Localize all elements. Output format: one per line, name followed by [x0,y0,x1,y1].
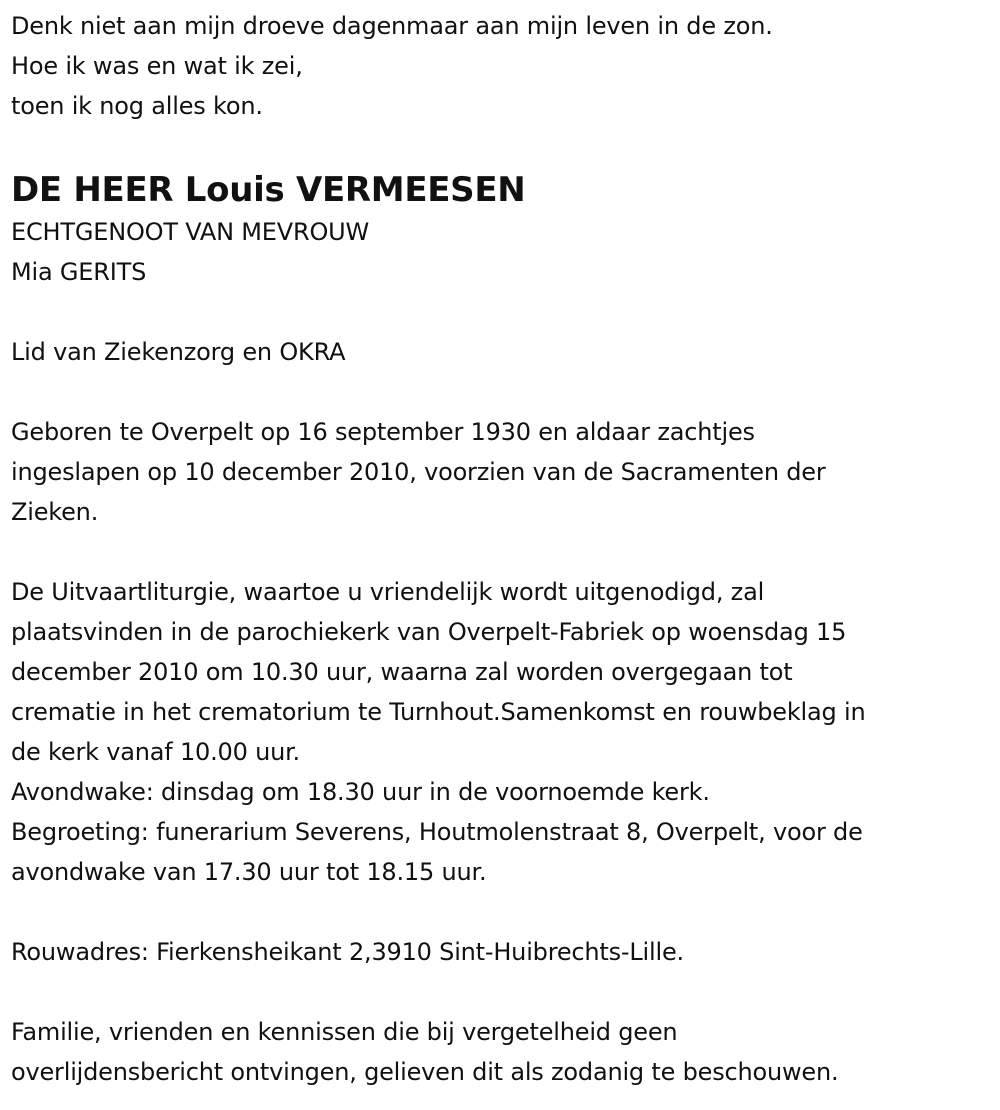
wake-line: Avondwake: dinsdag om 18.30 uur in de voornoemde kerk. [11,778,710,806]
poem-line: Hoe ik was en wat ik zei, [11,52,303,80]
funeral-paragraph [11,572,996,892]
poem-line: toen ik nog alles kon. [11,92,263,120]
greeting-line: avondwake van 17.30 uur tot 18.15 uur. [11,858,487,886]
paragraph-line: Familie, vrienden en kennissen die bij vergetelheid geen [11,1018,678,1046]
paragraph-line: overlijdensbericht ontvingen, gelieven dit als zodanig te beschouwen. [11,1058,839,1086]
paragraph-line: crematie in het crematorium te Turnhout.Samenkomst en rouwbeklag in [11,698,866,726]
paragraph-line: Zieken. [11,498,99,526]
paragraph-line: De Uitvaartliturgie, waartoe u vriendelijk wordt uitgenodigd, zal [11,578,765,606]
paragraph-line: de kerk vanaf 10.00 uur. [11,738,300,766]
birth-death-paragraph [11,412,996,532]
spouse-name: Mia GERITS [11,258,147,286]
paragraph-line: plaatsvinden in de parochiekerk van Overpelt-Fabriek op woensdag 15 [11,618,847,646]
deceased-block [11,168,996,292]
spouse-label: ECHTGENOOT VAN MEVROUW [11,218,370,246]
paragraph-line: ingeslapen op 10 december 2010, voorzien van de Sacramenten der [11,458,826,486]
greeting-line: Begroeting: funerarium Severens, Houtmolenstraat 8, Overpelt, voor de [11,818,863,846]
poem-line: Denk niet aan mijn droeve dagenmaar aan mijn leven in de zon. [11,12,773,40]
obituary-notice [11,6,996,1092]
paragraph-line: Geboren te Overpelt op 16 september 1930 en aldaar zachtjes [11,418,755,446]
closing-paragraph [11,1012,996,1092]
membership: Lid van Ziekenzorg en OKRA [11,338,346,366]
deceased-name: DE HEER Louis VERMEESEN [11,170,526,210]
poem [11,6,996,126]
paragraph-line: december 2010 om 10.30 uur, waarna zal worden overgegaan tot [11,658,793,686]
mourning-address: Rouwadres: Fierkensheikant 2,3910 Sint-Huibrechts-Lille. [11,938,684,966]
